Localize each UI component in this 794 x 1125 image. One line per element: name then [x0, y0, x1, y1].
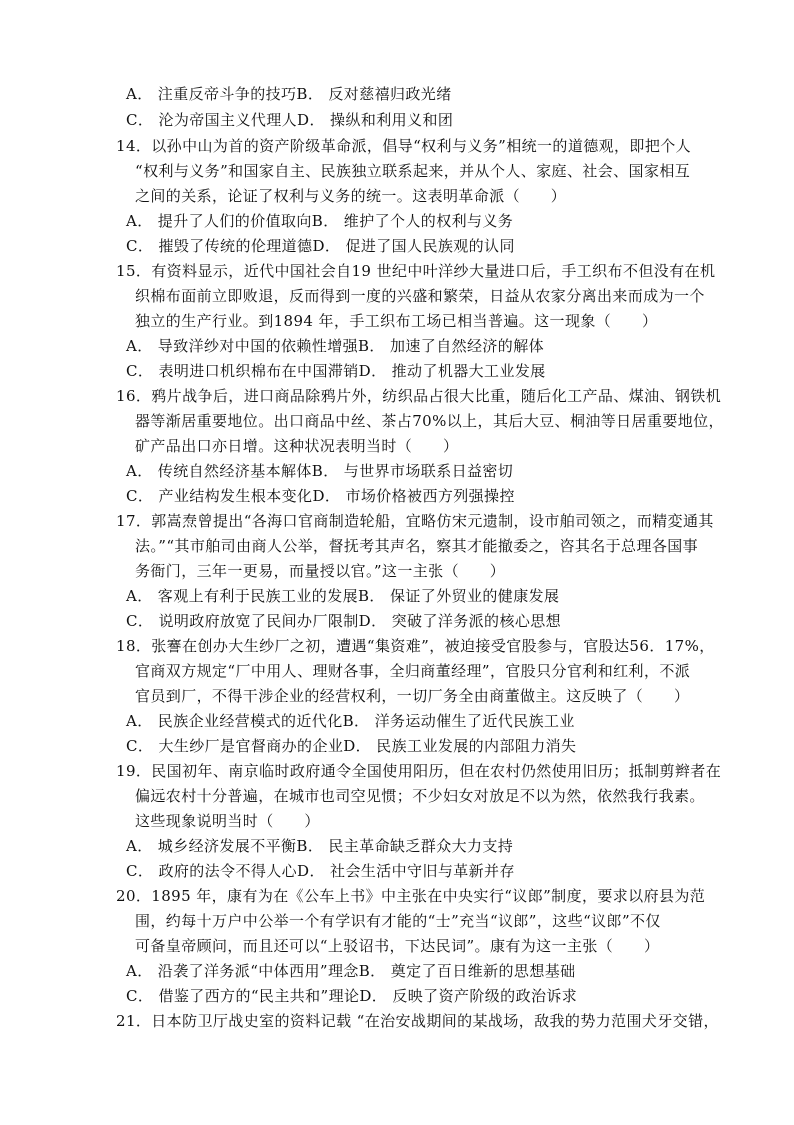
q13-option-ab: A． 注重反帝斗争的技巧B． 反对慈禧归政光绪	[126, 85, 452, 103]
q17-stem-line-2: 法。”“其市舶司由商人公举，督抚考其声名，察其才能撤委之，咨其名于总理各国事	[135, 537, 699, 555]
q17-option-ab: A． 客观上有利于民族工业的发展B． 保证了外贸业的健康发展	[126, 587, 560, 605]
q16-stem-line-2: 器等渐居重要地位。出口商品中丝、茶占70%以上，其后大豆、桐油等日居重要地位，	[135, 412, 724, 430]
q14-stem-line-1: 14．以孙中山为首的资产阶级革命派，倡导“权利与义务”相统一的道德观，即把个人	[116, 137, 692, 155]
q16-option-cd: C． 产业结构发生根本变化D． 市场价格被西方列强操控	[126, 487, 515, 505]
q17-stem-line-1: 17．郭嵩焘曾提出“各海口官商制造轮船，宜略仿宋元遗制，设市舶司领之，而精変通其	[116, 512, 714, 530]
q14-stem-line-3: 之间的关系，论证了权利与义务的统一。这表明革命派（ ）	[135, 187, 567, 205]
q15-option-cd: C． 表明进口机织棉布在中国滞销D． 推动了机器大工业发展	[126, 362, 546, 380]
q20-option-ab: A． 沿袭了洋务派“中体西用”理念B． 奠定了百日维新的思想基础	[126, 962, 576, 980]
q14-option-cd: C． 摧毁了传统的伦理道德D． 促进了国人民族观的认同	[126, 237, 515, 255]
q16-stem-line-3: 矿产品出口亦日增。这种状况表明当时（ ）	[135, 437, 459, 455]
q16-stem-line-1: 16．鸦片战争后，进口商品除鸦片外，纺织品占很大比重，随后化工产品、煤油、钢铁机	[116, 387, 722, 405]
q14-stem-line-2: “权利与义务”和国家自主、民族独立联系起来，并从个人、家庭、社会、国家相互	[135, 162, 691, 180]
q19-stem-line-3: 这些现象说明当时（ ）	[135, 812, 320, 830]
q21-stem-line-1: 21．日本防卫厅战史室的资料记载 “在治安战期间的某战场，敌我的势力范围犬牙交错，	[116, 1012, 719, 1030]
q20-stem-line-3: 可备皇帝顾问，而且还可以“上驳诏书，下达民词”。康有为这一主张（ ）	[135, 937, 660, 955]
q16-option-ab: A． 传统自然经济基本解体B． 与世界市场联系日益密切	[126, 462, 514, 480]
q19-stem-line-1: 19．民国初年、南京临时政府通令全国使用阳历，但在农村仍然使用旧历；抵制剪辫者在	[116, 762, 722, 780]
q15-stem-line-3: 独立的生产行业。到1894 年，手工织布工场已相当普遍。这一现象（ ）	[135, 312, 658, 330]
q17-stem-line-3: 务衙门，三年一更易，而量授以官。”这一主张（ ）	[135, 562, 506, 580]
q18-option-ab: A． 民族企业经营模式的近代化B． 洋务运动催生了近代民族工业	[126, 712, 575, 730]
q18-stem-line-2: 官商双方规定“厂中用人、理财各事，全归商董经理”，官股只分官利和红利，不派	[135, 662, 691, 680]
q14-option-ab: A． 提升了人们的价值取向B． 维护了个人的权利与义务	[126, 212, 514, 230]
q18-stem-line-1: 18．张謇在创办大生纱厂之初，遭遇“集资难”，被迫接受官股参与，官股达56．17%，	[116, 637, 715, 655]
q20-stem-line-1: 20．1895 年，康有为在《公车上书》中主张在中央实行“议郎”制度，要求以府县为范	[116, 887, 706, 905]
q19-option-cd: C． 政府的法令不得人心D． 社会生活中守旧与革新并存	[126, 862, 515, 880]
q18-option-cd: C． 大生纱厂是官督商办的企业D． 民族工业发展的内部阻力消失	[126, 737, 577, 755]
q20-stem-line-2: 围，约每十万户中公举一个有学识有才能的“士”充当“议郎”，这些“议郎”不仅	[135, 912, 661, 930]
q19-option-ab: A． 城乡经济发展不平衡B． 民主革命缺乏群众大力支持	[126, 837, 514, 855]
q13-option-cd: C． 沦为帝国主义代理人D． 操纵和利用义和团	[126, 111, 454, 129]
q18-stem-line-3: 官员到厂，不得干涉企业的经营权利，一切厂务全由商董做主。这反映了（ ）	[135, 687, 690, 705]
q19-stem-line-2: 偏远农村十分普遍，在城市也司空见惯；不少妇女对放足不以为然，依然我行我素。	[135, 787, 705, 805]
q17-option-cd: C． 说明政府放宽了民间办厂限制D． 突破了洋务派的核心思想	[126, 612, 562, 630]
q15-stem-line-2: 织棉布面前立即败退，反而得到一度的兴盛和繁荣，日益从农家分离出来而成为一个	[135, 287, 705, 305]
q15-stem-line-1: 15．有资料显示，近代中国社会自19 世纪中叶洋纱大量进口后，手工织布不但没有在机	[116, 262, 716, 280]
q20-option-cd: C． 借鉴了西方的“民主共和”理论D． 反映了资产阶级的政治诉求	[126, 987, 578, 1005]
q15-option-ab: A． 导致洋纱对中国的依赖性增强B． 加速了自然经济的解体	[126, 337, 544, 355]
